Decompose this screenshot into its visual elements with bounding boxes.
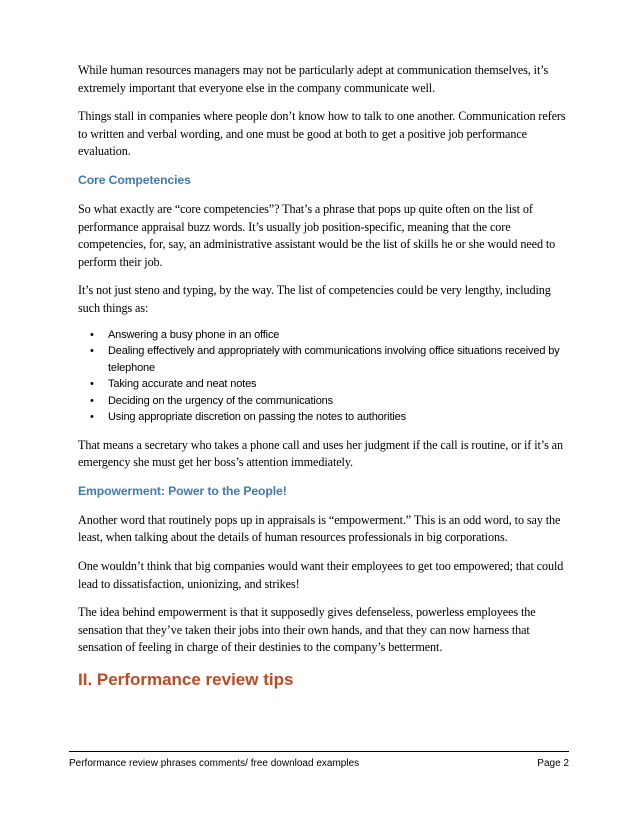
bullet-icon: • [90,411,94,424]
list-item-text: Taking accurate and neat notes [108,378,257,391]
bullet-icon: • [90,394,94,407]
list-item [78,409,572,426]
bullet-icon: • [90,378,94,391]
core-paragraph-3: That means a secretary who takes a phone call and uses her judgment if the call is routine, or if it’s an emergency she must get her boss’s attention immediately. [78,437,563,470]
empowerment-heading: Empowerment: Power to the People! [78,483,287,498]
core-competencies-heading: Core Competencies [78,172,191,187]
core-paragraph-1: So what exactly are “core competencies”? That’s a phrase that pops up quite often on the list of performance appraisal buzz words. It’s usually job position-specific, meaning that the core competencies, for, say, an administrative assistant would be the list of skills he or she would need to perform their job. [78,201,556,269]
section-heading: II. Performance review tips [78,669,294,689]
empowerment-paragraph-2: One wouldn’t think that big companies would want their employees to get too empowered; that could lead to dissatisfaction, unionizing, and strikes! [78,558,564,591]
list-item [78,343,572,376]
page-footer [69,751,569,769]
list-item [78,376,572,393]
bullet-icon: • [90,345,94,358]
list-item [78,393,572,410]
competencies-list [78,327,572,426]
intro-paragraph-2: Things stall in companies where people don’t know how to talk to one another. Communication refers to written and verbal wording, and one must be good at both to get a positive job performance evaluation. [78,109,566,159]
bullet-icon: • [90,328,94,341]
page-number: Page 2 [537,758,569,769]
list-item-text: Using appropriate discretion on passing the notes to authorities [108,411,406,424]
empowerment-paragraph-3: The idea behind empowerment is that it supposedly gives defenseless, powerless employees the sensation that they’ve taken their jobs into their own hands, and that they can now harness that sensation of feeling in charge of their destinies to the company’s betterment. [78,605,536,655]
page-content [78,62,572,692]
list-item-text: Dealing effectively and appropriately with communications involving office situations received by telephone [108,345,560,374]
list-item [78,327,572,344]
core-paragraph-2: It’s not just steno and typing, by the way. The list of competencies could be very lengthy, including such things as: [78,283,551,315]
empowerment-paragraph-1: Another word that routinely pops up in appraisals is “empowerment.” This is an odd word, to say the least, when talking about the details of human resources professionals in big corporations. [78,512,561,545]
list-item-text: Deciding on the urgency of the communications [108,394,333,407]
intro-paragraph-1: While human resources managers may not be particularly adept at communication themselves, it’s extremely important that everyone else in the company communicate well. [78,63,549,95]
list-item-text: Answering a busy phone in an office [108,328,280,341]
footer-title: Performance review phrases comments/ free download examples [69,758,360,769]
